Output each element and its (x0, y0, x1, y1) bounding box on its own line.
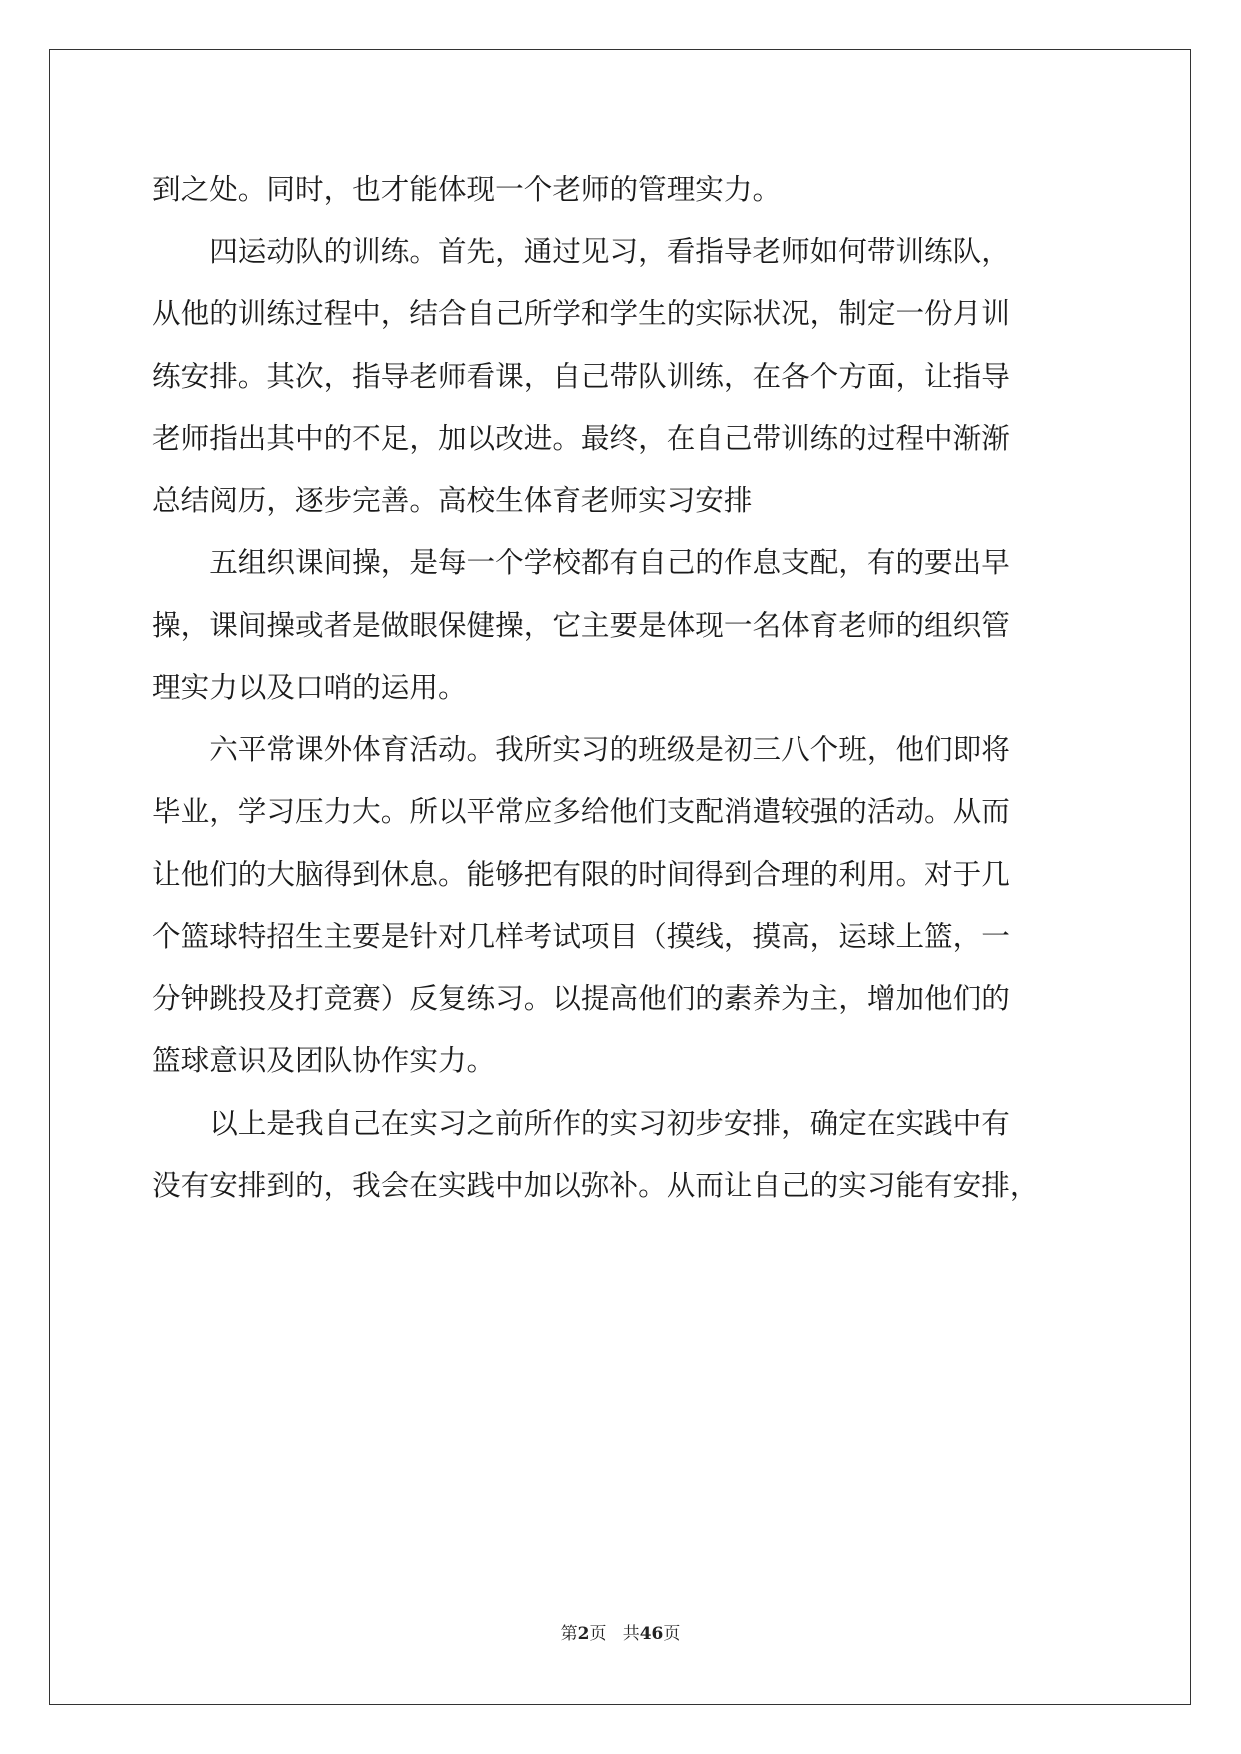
text-line: 毕业，学习压力大。所以平常应多给他们支配消遣较强的活动。从而 (152, 794, 1010, 828)
text-line: 理实力以及口哨的运用。 (152, 670, 467, 704)
total-prefix: 共 (622, 1624, 640, 1644)
page-footer (0, 1622, 1241, 1646)
text-line: 操，课间操或者是做眼保健操，它主要是体现一名体育老师的组织管 (152, 608, 1010, 642)
page-suffix: 页 (589, 1624, 607, 1644)
text-line: 练安排。其次，指导老师看课，自己带队训练，在各个方面，让指导 (152, 359, 1010, 393)
text-line: 从他的训练过程中，结合自己所学和学生的实际状况，制定一份月训 (152, 296, 1010, 330)
text-line: 以上是我自己在实习之前所作的实习初步安排，确定在实践中有 (152, 1106, 1010, 1140)
text-line: 没有安排到的，我会在实践中加以弥补。从而让自己的实习能有安排， (152, 1168, 1039, 1202)
text-line: 分钟跳投及打竞赛）反复练习。以提高他们的素养为主，增加他们的 (152, 981, 1010, 1015)
text-line: 老师指出其中的不足，加以改进。最终，在自己带训练的过程中渐渐 (152, 421, 1010, 455)
text-line: 四运动队的训练。首先，通过见习，看指导老师如何带训练队， (152, 234, 1010, 268)
text-line: 五组织课间操，是每一个学校都有自己的作息支配，有的要出早 (152, 545, 1010, 579)
page-number: 2 (577, 1624, 590, 1644)
page-prefix: 第 (560, 1624, 578, 1644)
text-line: 个篮球特招生主要是针对几样考试项目（摸线，摸高，运球上篮，一 (152, 919, 1010, 953)
total-pages: 46 (639, 1624, 664, 1644)
text-line: 篮球意识及团队协作实力。 (152, 1043, 496, 1077)
text-line: 总结阅历，逐步完善。高校生体育老师实习安排 (152, 483, 753, 517)
text-line: 六平常课外体育活动。我所实习的班级是初三八个班，他们即将 (152, 732, 1010, 766)
text-line: 到之处。同时，也才能体现一个老师的管理实力。 (152, 172, 782, 206)
total-suffix: 页 (663, 1624, 681, 1644)
text-line: 让他们的大脑得到休息。能够把有限的时间得到合理的利用。对于几 (152, 857, 1010, 891)
